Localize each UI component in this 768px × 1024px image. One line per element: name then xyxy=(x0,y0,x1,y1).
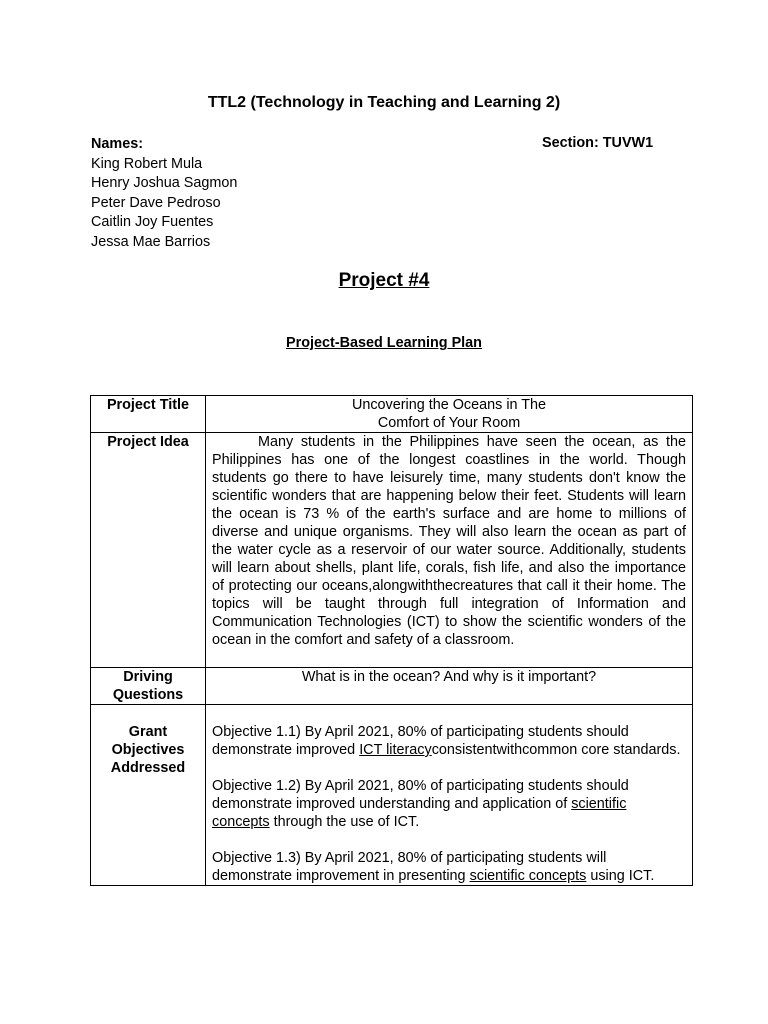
grant-label-line: Addressed xyxy=(110,760,186,776)
objective-item xyxy=(212,723,686,759)
driving-questions-label xyxy=(91,668,206,705)
objective-text: consistentwithcommon core standards. xyxy=(431,742,681,758)
objective-item xyxy=(212,777,686,831)
grant-objectives-label xyxy=(91,705,206,886)
driving-questions-value: What is in the ocean? And why is it important? xyxy=(206,668,693,705)
objective-text: Objective 1.3) By April 2021, 80% of participating students will demonstrate improvement in presenting xyxy=(212,850,607,884)
grant-objectives-value xyxy=(206,705,693,886)
plan-title-heading: Project-Based Learning Plan xyxy=(286,335,482,351)
learning-plan-table xyxy=(90,395,693,886)
objective-text: Objective 1.2) By April 2021, 80% of participating students should demonstrate improved understanding and application of xyxy=(212,778,629,812)
table-row-project-idea xyxy=(91,433,693,668)
project-idea-text: Many students in the Philippines have seen the ocean, as the Philippines has one of the longest coastlines in the world. Though students go there to have leisurely time, many students don't know the scientific wonders that are happening below their feet. Students will learn the ocean is 73 % of the earth's surface and are home to millions of diverse and unique organisms. They will also learn the ocean as part of the water cycle as a reservoir of our water source. Additionally, students will learn about shells, plant life, corals, fish life, and also the importance of protecting our oceans,alongwiththecreatures that call it their home. The topics will be taught through full integration of Information and Communication Technologies (ICT) to show the scientific wonders of the ocean in the comfort and safety of a classroom. xyxy=(212,434,686,648)
name-item: Jessa Mae Barrios xyxy=(91,233,211,250)
objective-item xyxy=(212,849,686,885)
grant-label-line: Grant xyxy=(128,724,168,740)
table-row-project-title xyxy=(91,396,693,433)
table-row-grant-objectives xyxy=(91,705,693,886)
objective-underlined-term: scientific concepts xyxy=(469,868,587,884)
document-title: TTL2 (Technology in Teaching and Learning 2) xyxy=(207,94,561,111)
table-row-driving-questions xyxy=(91,668,693,705)
driving-questions-label-line: Questions xyxy=(112,687,184,703)
project-title-label: Project Title xyxy=(91,396,206,433)
name-item: King Robert Mula xyxy=(91,155,203,172)
project-title-line: Uncovering the Oceans in The xyxy=(351,397,547,413)
objective-underlined-term: scientific concepts xyxy=(212,796,627,830)
name-item: Caitlin Joy Fuentes xyxy=(91,214,214,230)
name-item: Henry Joshua Sagmon xyxy=(91,175,238,191)
objective-text: through the use of ICT. xyxy=(269,814,420,830)
section-label: Section: TUVW1 xyxy=(542,135,654,151)
names-label: Names: xyxy=(91,136,143,152)
names-list xyxy=(91,135,237,252)
project-idea-label: Project Idea xyxy=(91,433,206,668)
objective-text: Objective 1.1) By April 2021, 80% of participating students should demonstrate improved xyxy=(212,724,629,758)
objective-underlined-term: ICT literacy xyxy=(359,742,432,758)
objective-text: using ICT. xyxy=(586,868,655,884)
name-item: Peter Dave Pedroso xyxy=(91,194,221,211)
project-title-value xyxy=(206,396,693,433)
driving-questions-label-line: Driving xyxy=(123,669,173,685)
project-idea-value xyxy=(206,433,693,668)
project-title-line: Comfort of Your Room xyxy=(377,415,521,431)
project-number-heading: Project #4 xyxy=(338,270,430,291)
grant-label-line: Objectives xyxy=(111,742,185,758)
